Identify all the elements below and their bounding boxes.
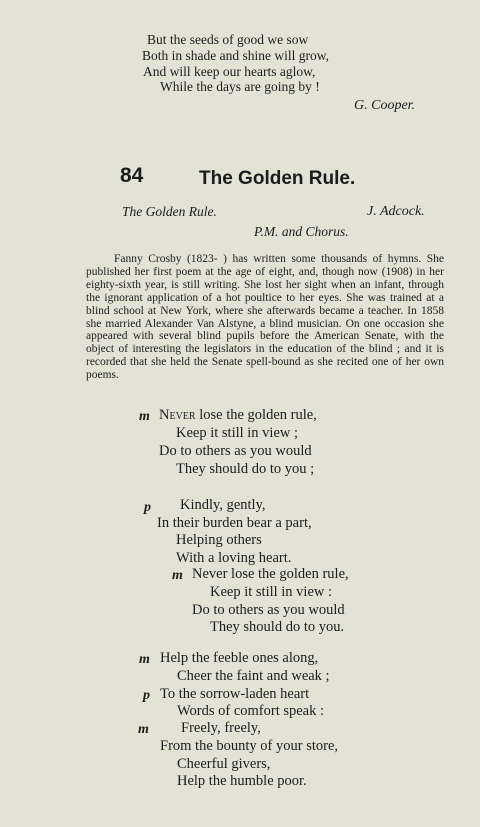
verse1-first-word: Never (159, 407, 196, 423)
verse2-dynamic-mark-m2: m (138, 722, 149, 737)
verse1-line-5: Kindly, gently, (180, 497, 266, 513)
verse1-line-3: Do to others as you would (159, 443, 312, 459)
verse1-line-4: They should do to you ; (176, 461, 315, 477)
chorus-line-1: Never lose the golden rule, (192, 566, 349, 582)
chorus-line-2: Keep it still in view : (210, 584, 333, 600)
hymn-title: The Golden Rule. (199, 168, 356, 189)
chorus-line-3: Do to others as you would (192, 602, 345, 618)
hymn-number: 84 (120, 164, 144, 187)
verse1-line-2: Keep it still in view ; (176, 425, 299, 441)
verse2-line-8: Help the humble poor. (177, 773, 307, 789)
verse1-line-1-rest: lose the golden rule, (195, 407, 317, 423)
verse2-line-2: Cheer the faint and weak ; (177, 668, 330, 684)
chorus-line-4: They should do to you. (210, 619, 345, 635)
composer-name: J. Adcock. (367, 204, 425, 219)
verse1-line-6: In their burden bear a part, (157, 515, 312, 531)
verse2-line-1: Help the feeble ones along, (160, 650, 319, 666)
chorus-dynamic-mark-m: m (172, 568, 183, 583)
verse2-dynamic-mark-p: p (143, 688, 150, 703)
dynamic-mark-m: m (139, 409, 150, 424)
verse2-line-4: Words of comfort speak : (177, 703, 325, 719)
top-poem-line-3: And will keep our hearts aglow, (143, 64, 316, 79)
dynamic-mark-p: p (144, 500, 151, 515)
top-poem-line-1: But the seeds of good we sow (147, 32, 309, 47)
top-poem-attribution: G. Cooper. (354, 98, 416, 113)
verse1-line-1 (159, 407, 317, 425)
verse2-line-5: Freely, freely, (181, 720, 261, 736)
verse2-line-3: To the sorrow-laden heart (160, 686, 310, 702)
biography-text: Fanny Crosby (1823- ) has written some thousands of hymns. She published her first poem at the age of eight, and, though now (1908) in her eighty-sixth year, is still writing. She lost her sight when an infant, through the ignorant application of a hot poultice to her eyes. She was trained at a blind school at New York, where she afterwards became a teacher. In 1858 she married Alexander Van Alstyne, a blind musician. On one occasion she appeared with several blind pupils before the American Senate, with the object of interesting the legislators in the education of the blind ; and it is recorded that she held the Senate spell-bound as she recited one of her own poems. (86, 253, 444, 382)
tune-name: The Golden Rule. (122, 204, 217, 219)
verse2-line-7: Cheerful givers, (177, 756, 271, 772)
biography-paragraph (86, 253, 444, 382)
verse1-line-7: Helping others (176, 532, 262, 548)
verse2-dynamic-mark-m: m (139, 652, 150, 667)
verse1-line-8: With a loving heart. (176, 550, 292, 566)
top-poem-line-2: Both in shade and shine will grow, (142, 48, 329, 63)
top-poem-line-4: While the days are going by ! (160, 79, 320, 94)
verse2-line-6: From the bounty of your store, (160, 738, 339, 754)
meter-form: P.M. and Chorus. (254, 224, 349, 239)
